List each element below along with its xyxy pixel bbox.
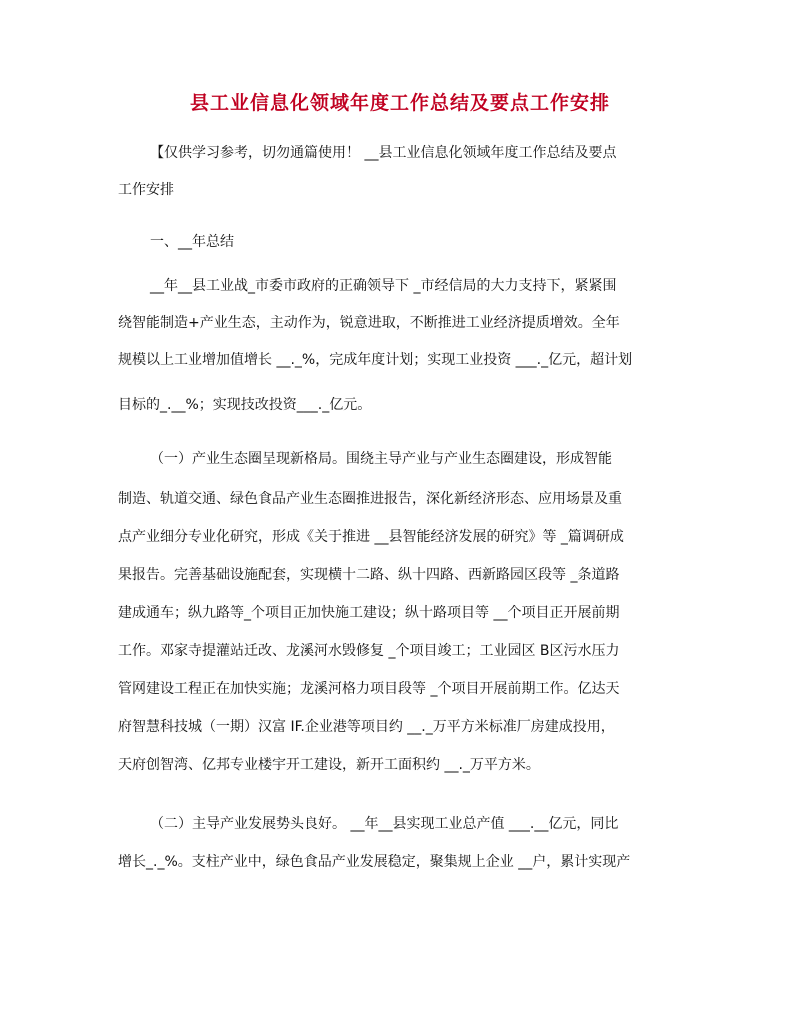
paragraph-line: 工作安排 — [118, 182, 174, 198]
paragraph-line: 增长_._%。支柱产业中，绿色食品产业发展稳定，聚集规上企业 __户，累计实现产 — [118, 854, 631, 870]
paragraph-line: （一）产业生态圈呈现新格局。围绕主导产业与产业生态圈建设，形成智能 — [150, 451, 612, 467]
paragraph-line: 目标的_.__%；实现技改投资___._亿元。 — [118, 397, 372, 413]
paragraph-line: 管网建设工程正在加快实施；龙溪河格力项目段等 _个项目开展前期工作。亿达天 — [118, 681, 620, 697]
paragraph-line: 【仅供学习参考，切勿通篇使用！ __县工业信息化领域年度工作总结及要点 — [150, 145, 617, 161]
paragraph-line: 规模以上工业增加值增长 __._%，完成年度计划；实现工业投资 ___._亿元，超计划 — [118, 352, 633, 368]
paragraph-line: 绕智能制造+产业生态，主动作为，锐意进取，不断推进工业经济提质增效。全年 — [118, 315, 620, 331]
paragraph-line: 府智慧科技城（一期）汉富 IF.企业港等项目约 __._万平方米标准厂房建成投用， — [118, 719, 615, 735]
paragraph-line: __年__县工业战_市委市政府的正确领导下 _市经信局的大力支持下，紧紧围 — [150, 278, 617, 294]
paragraph-line: 天府创智湾、亿邦专业楼宇开工建设，新开工面积约 __._万平方米。 — [118, 757, 540, 773]
paragraph-line: （二）主导产业发展势头良好。 __年__县实现工业总产值 ___.__亿元，同比 — [150, 816, 619, 832]
section-heading: 一、__年总结 — [150, 234, 234, 250]
paragraph-line: 点产业细分专业化研究，形成《关于推进 __县智能经济发展的研究》等 _篇调研成 — [118, 529, 624, 545]
paragraph-line: 建成通车；纵九路等_个项目正加快施工建设；纵十路项目等 __个项目正开展前期 — [118, 605, 620, 621]
paragraph-line: 果报告。完善基础设施配套，实现横十二路、纵十四路、西新路园区段等 _条道路 — [118, 567, 620, 583]
paragraph-line: 制造、轨道交通、绿色食品产业生态圈推进报告，深化新经济形态、应用场景及重 — [118, 491, 622, 507]
document-title: 县工业信息化领域年度工作总结及要点工作安排 — [189, 92, 610, 114]
paragraph-line: 工作。邓家寺提灌站迁改、龙溪河水毁修复 _个项目竣工；工业园区 B区污水压力 — [118, 643, 620, 659]
